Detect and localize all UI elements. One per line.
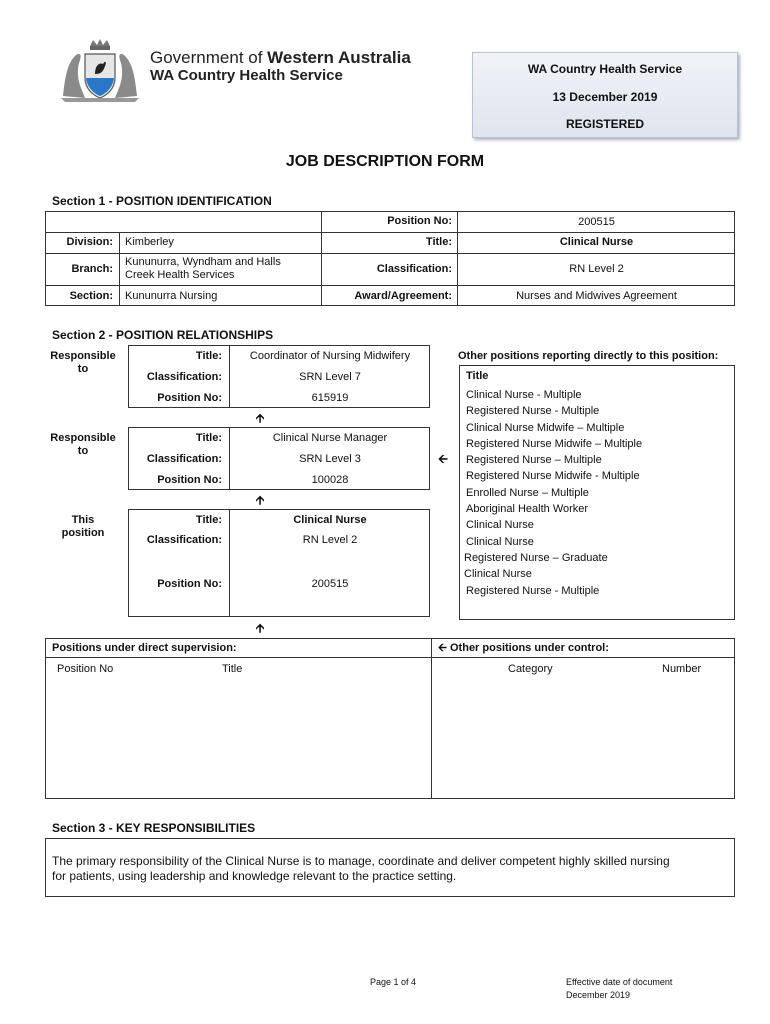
division-value: Kimberley [125, 236, 174, 248]
other-position-item: Registered Nurse - Multiple [466, 405, 600, 418]
title-label: Title: [425, 236, 452, 248]
other-position-item: Clinical Nurse - Multiple [466, 389, 582, 401]
other-position-item: Registered Nurse - Multiple [466, 584, 600, 597]
col-category: Category [508, 663, 553, 675]
page-number: Page 1 of 4 [370, 977, 417, 987]
form-title: JOB DESCRIPTION FORM [285, 153, 485, 170]
agency-title: WA Country Health Service [150, 67, 343, 84]
classification-value: RN Level 2 [569, 263, 624, 275]
effective-date-value: December 2019 [566, 990, 631, 1000]
other-positions-list [466, 387, 731, 599]
box3-title-label: Title: [195, 514, 222, 526]
registration-service: WA Country Health Service [527, 62, 683, 76]
position-no-value: 200515 [578, 216, 615, 228]
government-title: Government of Western Australia [150, 48, 411, 67]
branch-value-line1: Kununurra, Wyndham and Halls [125, 256, 281, 268]
box3-classification-label: Classification: [146, 534, 222, 546]
col-title: Title [222, 663, 243, 675]
section1-heading: Section 1 - POSITION IDENTIFICATION [52, 194, 272, 208]
up-arrow-icon: 🡩 [255, 621, 265, 635]
up-arrow-icon: 🡩 [255, 493, 265, 507]
other-position-item: Enrolled Nurse – Multiple [466, 486, 589, 499]
box2-title-label: Title: [195, 432, 222, 444]
division-label: Division: [66, 236, 113, 248]
other-position-item: Clinical Nurse [464, 568, 532, 581]
box3-position-no-value: 200515 [311, 578, 349, 590]
other-position-item: Clinical Nurse Midwife – Multiple [466, 421, 625, 434]
position-no-label: Position No: [387, 215, 452, 227]
left-arrow-icon: 🡨 [438, 452, 448, 466]
this-position-label: This position [61, 514, 105, 539]
box2-classification-value: SRN Level 3 [299, 453, 361, 465]
section2-heading: Section 2 - POSITION RELATIONSHIPS [52, 328, 274, 342]
box2-position-no-label: Position No: [157, 474, 222, 486]
key-responsibility-line1: The primary responsibility of the Clinical Nurse is to manage, coordinate and deliver competent highly skilled nursing [52, 854, 670, 868]
box3-title-value: Clinical Nurse [293, 514, 367, 526]
section-label: Section: [69, 290, 113, 302]
section3-heading: Section 3 - KEY RESPONSIBILITIES [52, 821, 256, 835]
box3-position-no-label: Position No: [157, 578, 222, 590]
title-value: Clinical Nurse [559, 236, 634, 248]
registration-status: REGISTERED [565, 117, 644, 131]
other-position-item: Aboriginal Health Worker [466, 503, 589, 516]
box2-position-no-value: 100028 [311, 474, 349, 486]
registration-date: 13 December 2019 [552, 90, 658, 104]
box1-title-value: Coordinator of Nursing Midwifery [249, 350, 411, 362]
section-value: Kununurra Nursing [125, 290, 218, 302]
box1-title-label: Title: [195, 350, 222, 362]
box2-classification-label: Classification: [146, 453, 222, 465]
box1-position-no-value: 615919 [311, 392, 349, 404]
box2-title-value: Clinical Nurse Manager [272, 432, 388, 444]
up-arrow-icon: 🡩 [255, 411, 265, 425]
award-label: Award/Agreement: [354, 290, 452, 302]
col-position-no: Position No [57, 663, 114, 675]
other-position-item: Registered Nurse Midwife – Multiple [466, 437, 643, 450]
supervision-table [45, 638, 735, 799]
box1-classification-label: Classification: [146, 371, 222, 383]
award-value: Nurses and Midwives Agreement [516, 290, 677, 302]
other-position-item: Registered Nurse Midwife - Multiple [466, 470, 640, 483]
other-positions-title-header: Title [466, 370, 489, 382]
box1-position-no-label: Position No: [157, 392, 222, 404]
other-position-item: Clinical Nurse [466, 519, 534, 532]
control-heading: 🡨 Other positions under control: [438, 642, 609, 654]
other-position-item: Clinical Nurse [466, 535, 534, 548]
other-positions-heading: Other positions reporting directly to this position: [458, 350, 719, 362]
branch-value-line2: Creek Health Services [125, 269, 235, 281]
responsible-to-label-1: Responsible to [50, 350, 116, 375]
col-number: Number [662, 663, 702, 675]
other-position-item: Registered Nurse – Graduate [464, 551, 608, 564]
effective-date-label: Effective date of document [566, 977, 673, 987]
responsible-to-label-2: Responsible to [50, 432, 116, 457]
wa-crest-logo [55, 38, 145, 104]
key-responsibility-line2: for patients, using leadership and knowledge relevant to the practice setting. [52, 869, 457, 883]
box1-classification-value: SRN Level 7 [299, 371, 361, 383]
box3-classification-value: RN Level 2 [302, 534, 358, 546]
supervision-heading: Positions under direct supervision: [52, 642, 237, 654]
branch-label: Branch: [71, 263, 113, 275]
registration-stamp [472, 52, 738, 138]
classification-label: Classification: [376, 263, 452, 275]
other-position-item: Registered Nurse – Multiple [466, 454, 602, 467]
